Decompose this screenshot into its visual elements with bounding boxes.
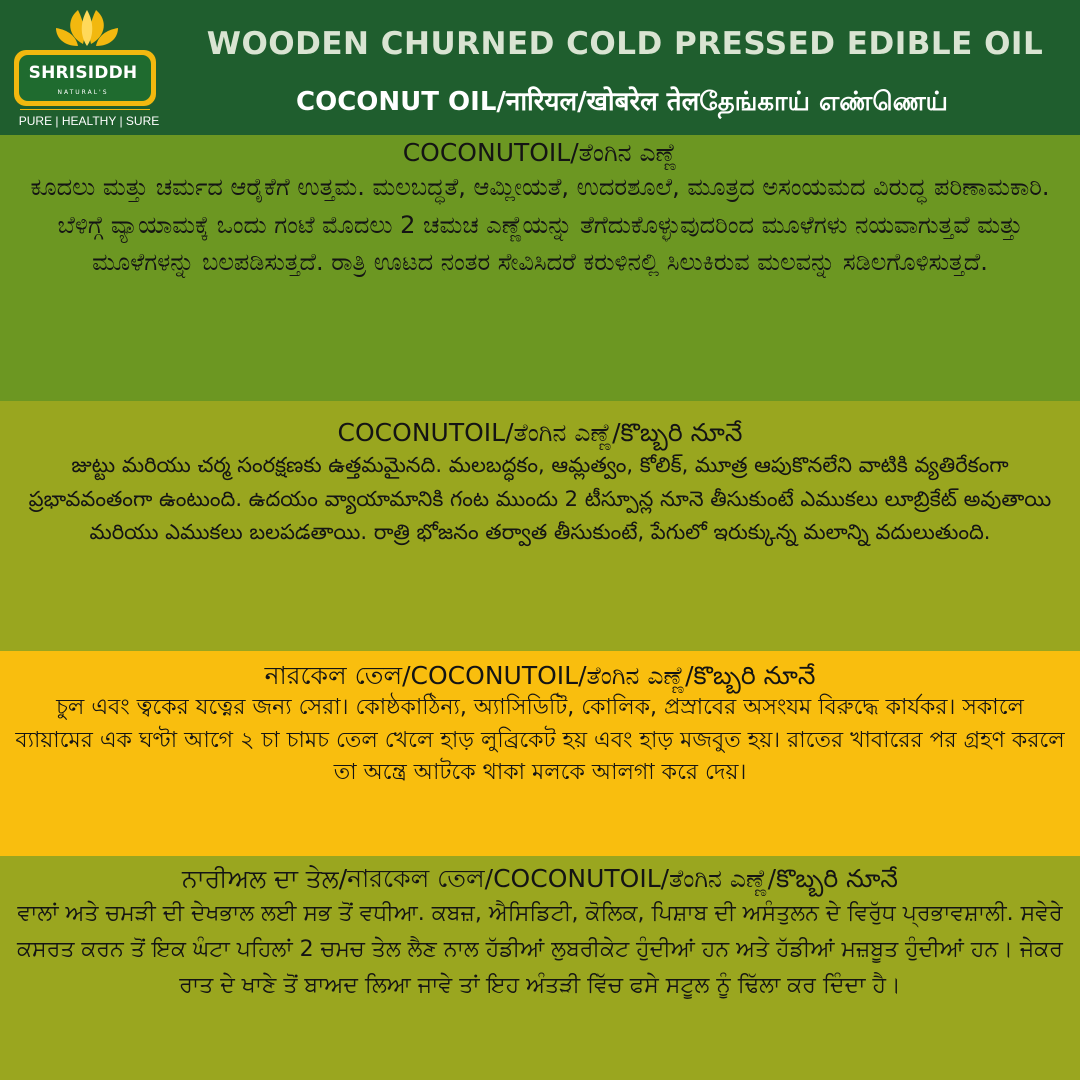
section-body: జుట్టు మరియు చర్మ సంరక్షణకు ఉత్తమమైనది. మలబద్ధకం, ఆమ్లత్వం, కోలిక్, మూత్ర ఆపుకొనలేని వాటికి వ్యతిరేకంగా ప్రభావవంతంగా ఉంటుంది. ఉదయం వ్యాయామానికి గంట ముందు 2 టీస్పూన్ల నూనె తీసుకుంటే ఎముకలు లూబ్రికేట్ అవుతాయి మరియు ఎముకలు బలపడతాయి. రాత్రి భోజనం తర్వాత తీసుకుంటే, పేగులో ఇరుక్కున్న మలాన్ని వదులుతుంది.: [28, 453, 1052, 544]
section-heading: COCONUTOIL/ತೆಂಗಿನ ಎಣ್ಣೆ: [402, 138, 678, 167]
section-punjabi: [0, 856, 1080, 1080]
section-heading: COCONUTOIL/ತೆಂಗಿನ ಎಣ್ಣೆ/కొబ్బరి నూనే: [337, 418, 743, 447]
section-body: ಕೂದಲು ಮತ್ತು ಚರ್ಮದ ಆರೈಕೆಗೆ ಉತ್ತಮ. ಮಲಬದ್ಧತೆ, ಆಮ್ಲೀಯತೆ, ಉದರಶೂಲೆ, ಮೂತ್ರದ ಅಸಂಯಮದ ವಿರುದ್ಧ ಪರಿಣಾಮಕಾರಿ. ಬೆಳಿಗ್ಗೆ ವ್ಯಾಯಾಮಕ್ಕೆ ಒಂದು ಗಂಟೆ ಮೊದಲು 2 ಚಮಚ ಎಣ್ಣೆಯನ್ನು ತೆಗೆದುಕೊಳ್ಳುವುದರಿಂದ ಮೂಳೆಗಳು ನಯವಾಗುತ್ತವೆ ಮತ್ತು ಮೂಳೆಗಳನ್ನು ಬಲಪಡಿಸುತ್ತದೆ. ರಾತ್ರಿ ಊಟದ ನಂತರ ಸೇವಿಸಿದರೆ ಕರುಳಿನಲ್ಲಿ ಸಿಲುಕಿರುವ ಮಲವನ್ನು ಸಡಿಲಗೊಳಿಸುತ್ತದೆ.: [30, 173, 1050, 276]
brand-name: SHRISIDDH: [28, 63, 138, 83]
section-body: চুল এবং ত্বকের যত্নের জন্য সেরা। কোষ্ঠকাঠিন্য, অ্যাসিডিটি, কোলিক, প্রস্রাবের অসংযম বিরুদ্ধে কার্যকর। সকালে ব্যায়ামের এক ঘণ্টা আগে ২ চা চামচ তেল খেলে হাড় লুব্রিকেট হয় এবং হাড় মজবুত হয়। রাতের খাবারের পর গ্রহণ করলে তা অন্ত্রে আটকে থাকা মলকে আলগা করে দেয়।: [15, 695, 1065, 785]
section-heading: ਨਾਰੀਅਲ ਦਾ ਤੇਲ/নারকেল তেল/COCONUTOIL/ತೆಂಗಿನ ಎಣ್ಣೆ/కొబ్బరి నూనే: [182, 864, 898, 893]
product-subtitle: COCONUT OIL/नारियल/खोबरेल तेलதேங்காய் எண்ணெய்: [296, 87, 948, 117]
section-body: ਵਾਲਾਂ ਅਤੇ ਚਮੜੀ ਦੀ ਦੇਖਭਾਲ ਲਈ ਸਭ ਤੋਂ ਵਧੀਆ. ਕਬਜ਼, ਐਸਿਡਿਟੀ, ਕੋਲਿਕ, ਪਿਸ਼ਾਬ ਦੀ ਅਸੰਤੁਲਨ ਦੇ ਵਿਰੁੱਧ ਪ੍ਰਭਾਵਸ਼ਾਲੀ. ਸਵੇਰੇ ਕਸਰਤ ਕਰਨ ਤੋਂ ਇਕ ਘੰਟਾ ਪਹਿਲਾਂ 2 ਚਮਚ ਤੇਲ ਲੈਣ ਨਾਲ ਹੱਡੀਆਂ ਲੁਬਰੀਕੇਟ ਹੁੰਦੀਆਂ ਹਨ ਅਤੇ ਹੱਡੀਆਂ ਮਜ਼ਬੂਤ ਹੁੰਦੀਆਂ ਹਨ। ਜੇਕਰ ਰਾਤ ਦੇ ਖਾਣੇ ਤੋਂ ਬਾਅਦ ਲਿਆ ਜਾਵੇ ਤਾਂ ਇਹ ਅੰਤੜੀ ਵਿੱਚ ਫਸੇ ਸਟੂਲ ਨੂੰ ਢਿੱਲਾ ਕਰ ਦਿੰਦਾ ਹੈ।: [17, 901, 1063, 998]
brand-logo: [12, 6, 162, 128]
section-bengali: [0, 651, 1080, 856]
brand-subname: NATURAL'S: [57, 89, 109, 96]
section-heading: নারকেল তেল/COCONUTOIL/ತೆಂಗಿನ ಎಣ್ಣೆ/కొబ్బరి నూనే: [264, 661, 816, 690]
section-kannada: [0, 135, 1080, 401]
brand-tagline: PURE | HEALTHY | SURE: [18, 114, 160, 128]
product-title: WOODEN CHURNED COLD PRESSED EDIBLE OIL: [206, 26, 1044, 62]
header-banner: [0, 0, 1080, 135]
section-telugu: [0, 401, 1080, 651]
